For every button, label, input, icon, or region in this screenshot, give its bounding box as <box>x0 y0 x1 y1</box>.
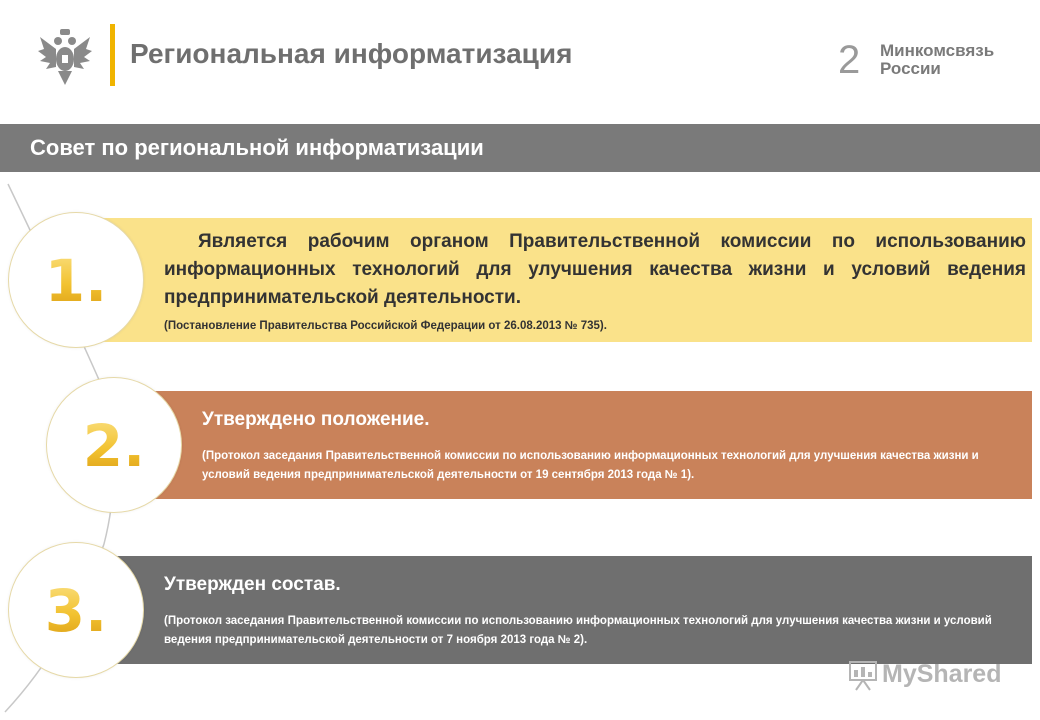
item-number-1: 1. <box>9 246 143 316</box>
item-main-text-1 <box>164 228 1026 312</box>
ministry-name-line1: Минкомсвязь <box>880 41 995 60</box>
presentation-board-icon <box>848 658 878 692</box>
section-title: Совет по региональной информатизации <box>30 135 484 160</box>
slide-number: 2 <box>838 38 861 82</box>
item-main-text-3: Утвержден состав. <box>164 574 341 595</box>
item-number-2: 2. <box>47 411 181 481</box>
title-accent-bar <box>110 24 115 86</box>
slide-header <box>0 0 1040 110</box>
page-title: Региональная информатизация <box>130 38 573 69</box>
item-number-3: 3. <box>9 576 143 646</box>
item-main-paragraph-1: Является рабочим органом Правительственной комиссии по использованию информационных технологий для улучшения качества жизни и условий ведения предпринимательской деятельности. <box>164 231 1026 308</box>
ministry-logo <box>880 42 994 78</box>
item-note-2: (Протокол заседания Правительственной комиссии по использованию информационных технологий для улучшения качества жизни и условий ведения предпринимательской деятельности от 19 сентября 2013 года № 1). <box>202 450 979 481</box>
item-number-circle-3 <box>8 542 144 678</box>
item-number-circle-1 <box>8 212 144 348</box>
section-bar <box>0 124 1040 172</box>
item-note-1: (Постановление Правительства Российской Федерации от 26.08.2013 № 735). <box>164 320 607 332</box>
item-number-circle-2 <box>46 377 182 513</box>
russian-coat-of-arms-icon <box>38 27 92 87</box>
ministry-name-line2: России <box>880 59 941 78</box>
item-main-text-2: Утверждено положение. <box>202 409 430 430</box>
watermark-text: MyShared <box>882 660 1002 688</box>
item-note-3: (Протокол заседания Правительственной комиссии по использованию информационных технологий для улучшения качества жизни и условий ведения предпринимательской деятельности от 7 ноября 2013 года № 2). <box>164 615 992 646</box>
myshared-watermark <box>848 656 1008 696</box>
